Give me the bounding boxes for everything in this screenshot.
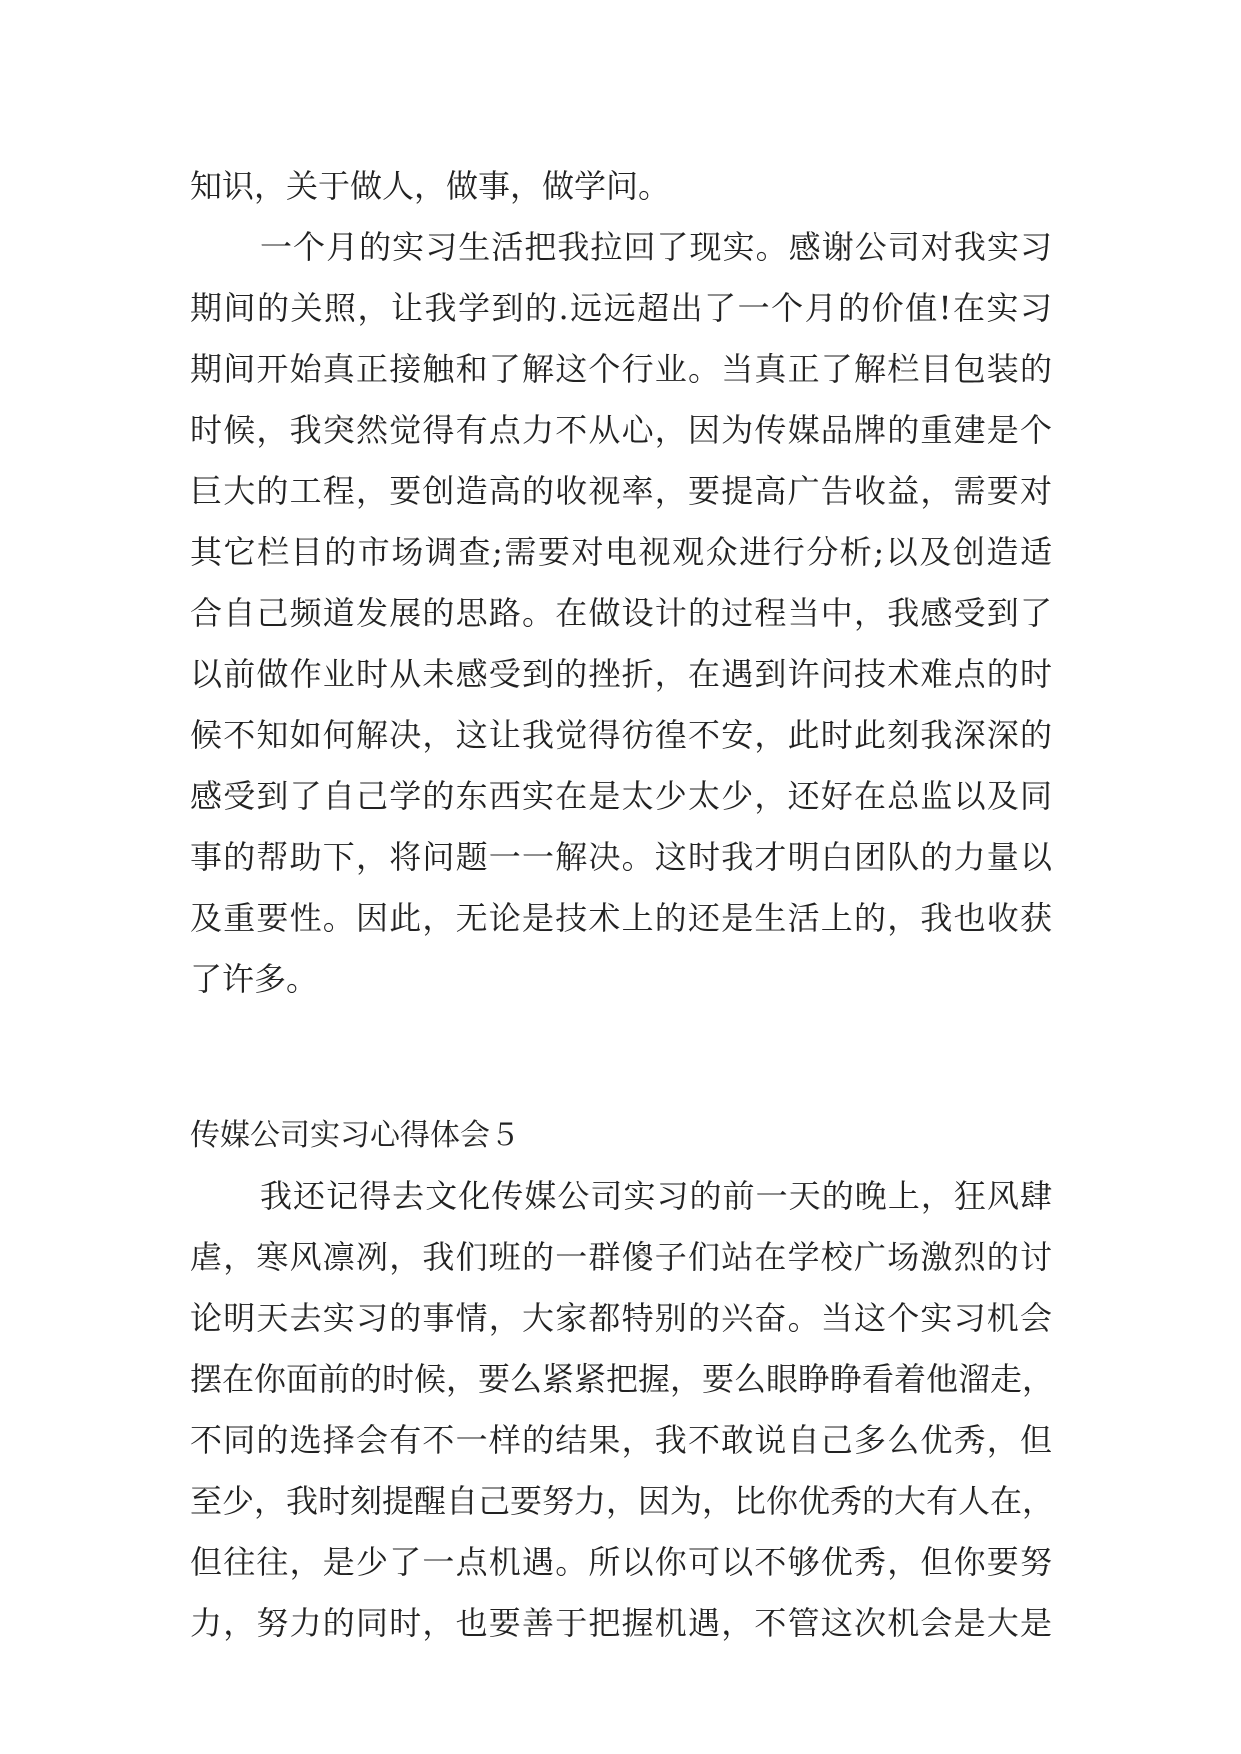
paragraph-line: 知识，关于做人，做事，做学问。 — [190, 167, 671, 205]
paragraph-line: 期间的关照，让我学到的.远远超出了一个月的价值!在实习 — [190, 289, 1052, 327]
paragraph-line: 一个月的实习生活把我拉回了现实。感谢公司对我实习 — [260, 228, 1052, 266]
paragraph-line: 其它栏目的市场调查;需要对电视观众进行分析;以及创造适 — [190, 533, 1052, 571]
paragraph-line: 了许多。 — [190, 960, 319, 998]
section-heading: 传媒公司实习心得体会５ — [190, 1118, 520, 1153]
paragraph-line: 时候，我突然觉得有点力不从心，因为传媒品牌的重建是个 — [190, 411, 1052, 449]
paragraph-line: 虐，寒风凛冽，我们班的一群傻子们站在学校广场激烈的讨 — [190, 1238, 1052, 1276]
section-spacer — [190, 1010, 1052, 1105]
paragraph-line: 我还记得去文化传媒公司实习的前一天的晚上，狂风肆 — [260, 1177, 1052, 1215]
paragraph-line: 以前做作业时从未感受到的挫折，在遇到许问技术难点的时 — [190, 655, 1052, 693]
paragraph-line: 巨大的工程，要创造高的收视率，要提高广告收益，需要对 — [190, 472, 1052, 510]
paragraph-line: 感受到了自己学的东西实在是太少太少，还好在总监以及同 — [190, 777, 1052, 815]
paragraph-line: 论明天去实习的事情，大家都特别的兴奋。当这个实习机会 — [190, 1299, 1052, 1337]
paragraph-line: 事的帮助下，将问题一一解决。这时我才明白团队的力量以 — [190, 838, 1052, 876]
paragraph-line: 摆在你面前的时候，要么紧紧把握，要么眼睁睁看着他溜走， — [190, 1360, 1055, 1398]
paragraph-line: 及重要性。因此，无论是技术上的还是生活上的，我也收获 — [190, 899, 1052, 937]
paragraph-line: 但往往，是少了一点机遇。所以你可以不够优秀，但你要努 — [190, 1543, 1052, 1581]
paragraph-line: 合自己频道发展的思路。在做设计的过程当中，我感受到了 — [190, 594, 1052, 632]
paragraph-line: 至少，我时刻提醒自己要努力，因为，比你优秀的大有人在， — [190, 1482, 1055, 1520]
document-body — [190, 156, 1055, 1654]
paragraph-line: 期间开始真正接触和了解这个行业。当真正了解栏目包装的 — [190, 350, 1052, 388]
paragraph-line: 候不知如何解决，这让我觉得彷徨不安，此时此刻我深深的 — [190, 716, 1052, 754]
paragraph-line: 力，努力的同时，也要善于把握机遇，不管这次机会是大是 — [190, 1604, 1052, 1642]
paragraph-line: 不同的选择会有不一样的结果，我不敢说自己多么优秀，但 — [190, 1421, 1052, 1459]
